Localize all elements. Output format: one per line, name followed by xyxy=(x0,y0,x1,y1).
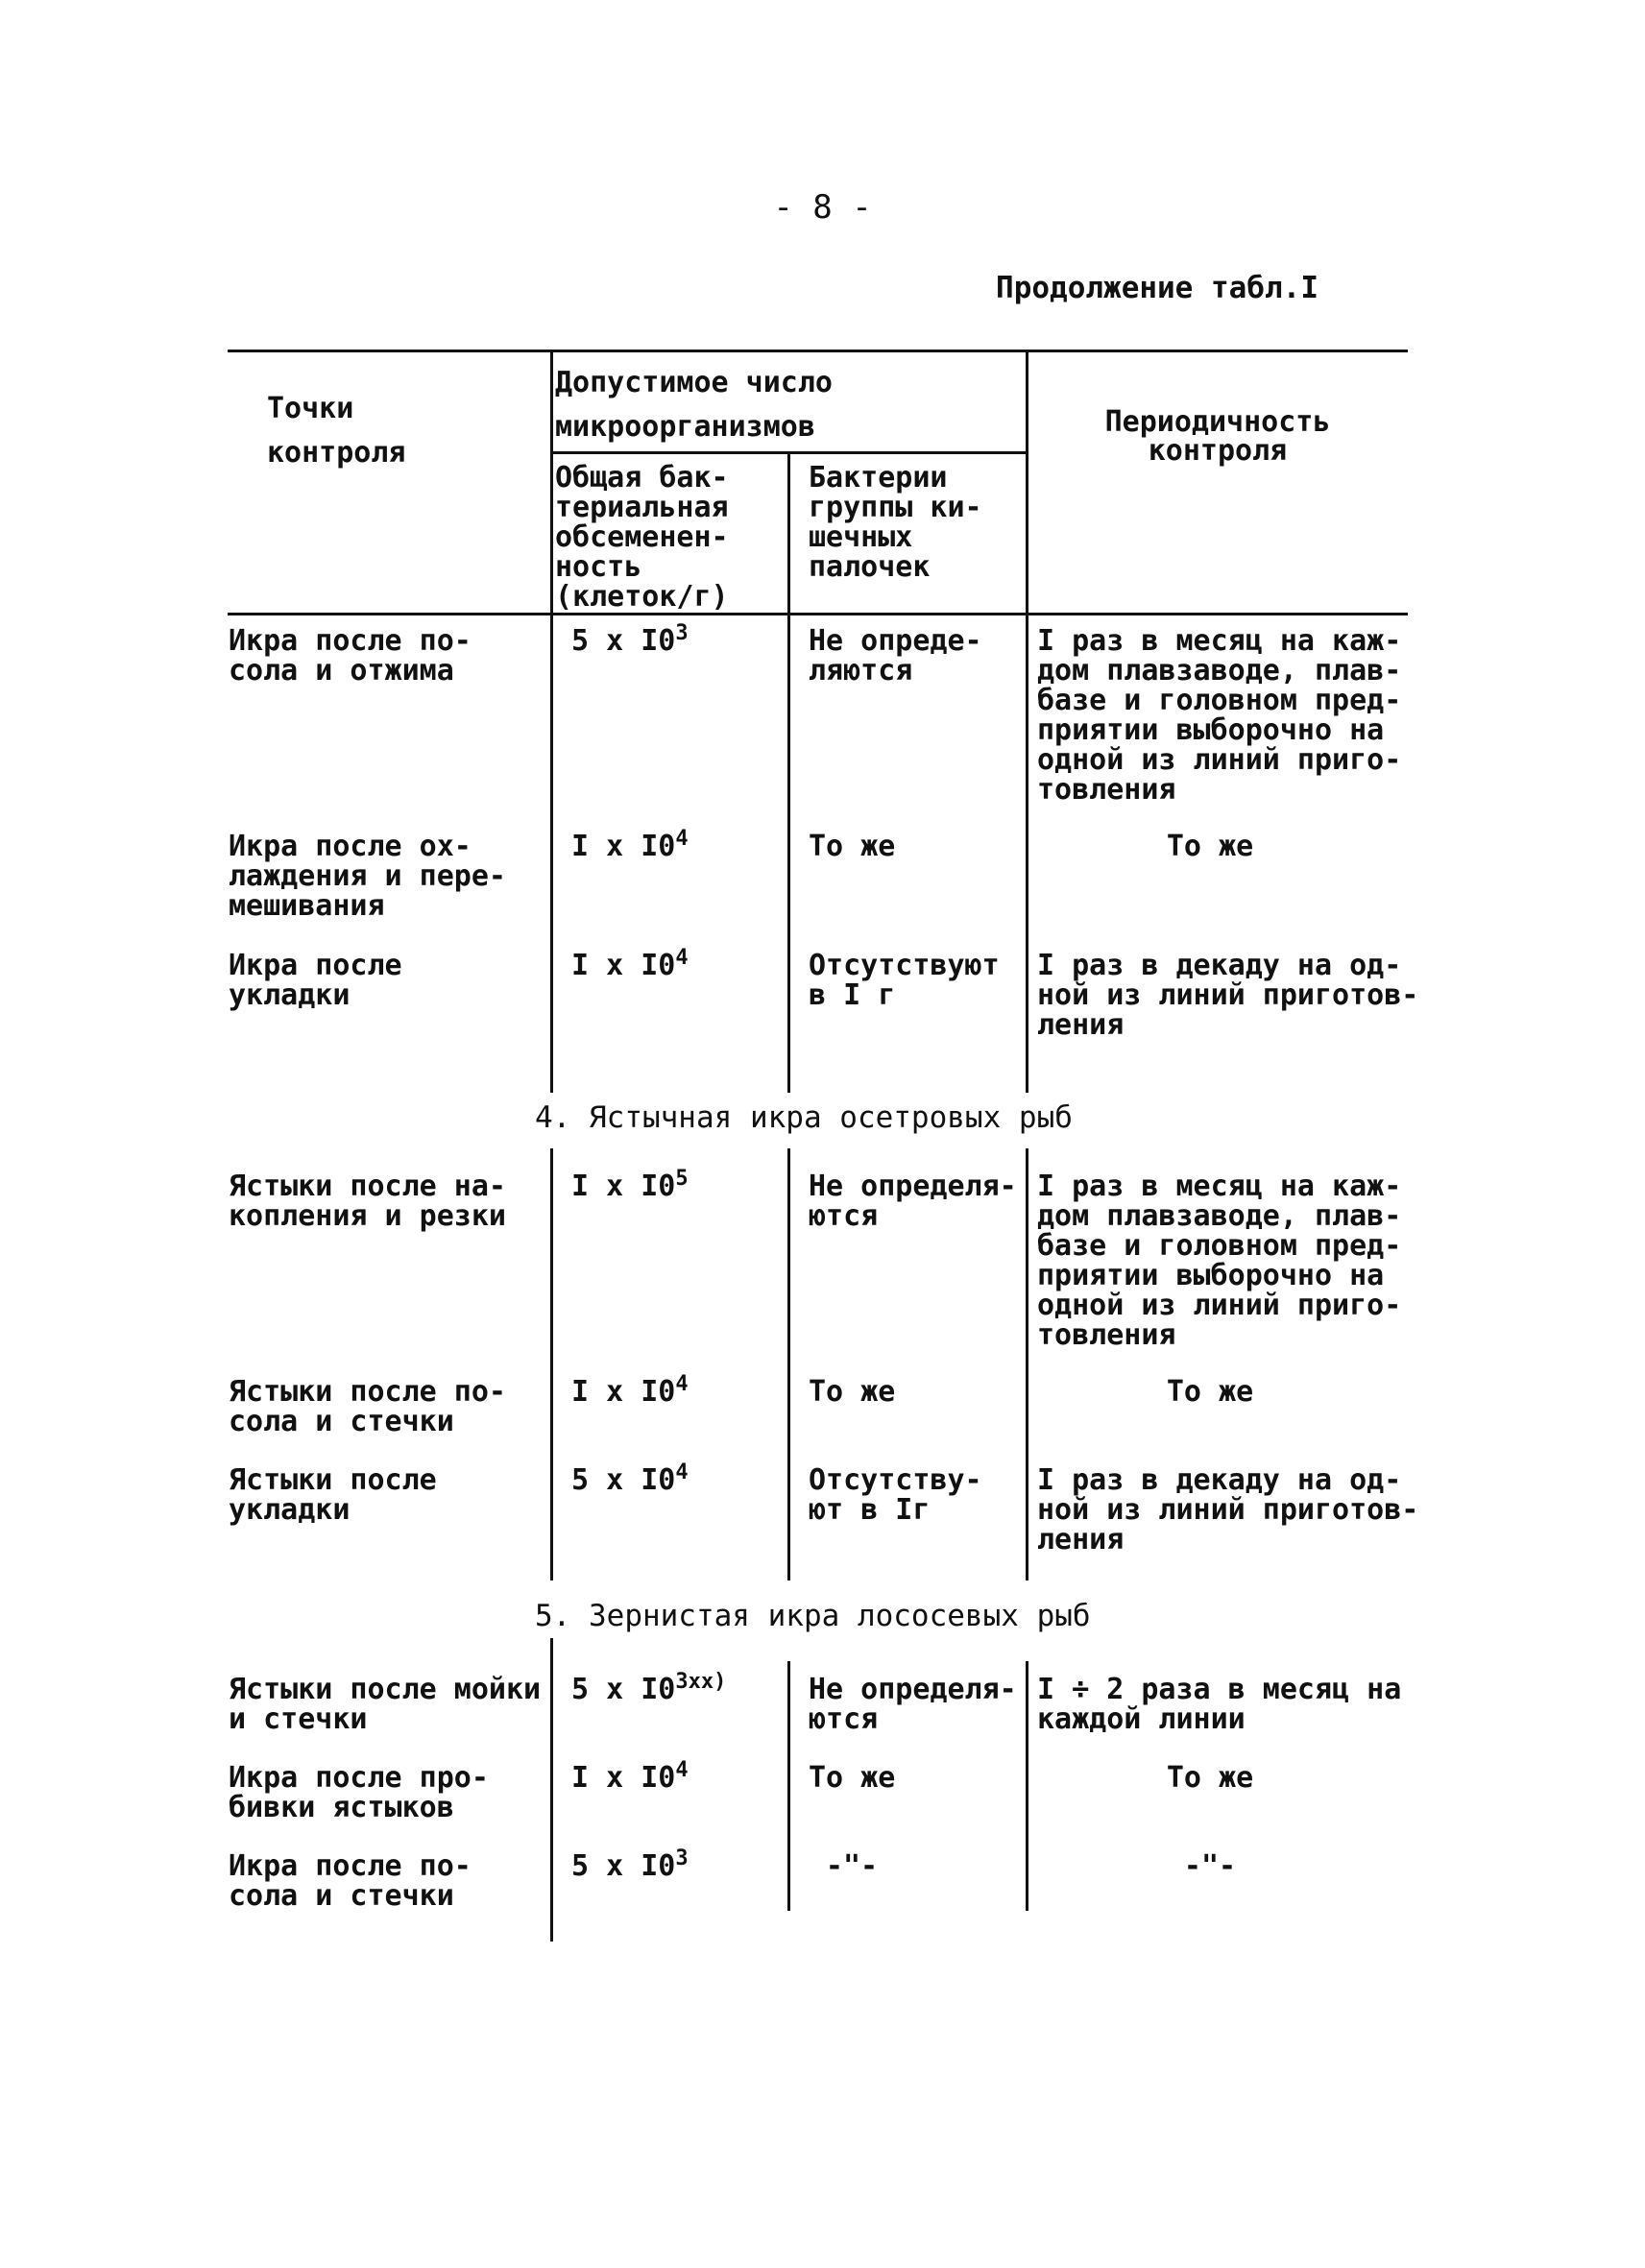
section-title: 5. Зернистая икра лососевых рыб xyxy=(535,1599,1091,1633)
header-allowed-number: Допустимое число микроорганизмов xyxy=(555,366,833,444)
body-divider-b2 xyxy=(787,1148,790,1580)
section-title: 4. Ястычная икра осетровых рыб xyxy=(535,1100,1073,1135)
table-cell-coliform: Отсутству- ют в Iг xyxy=(809,1463,982,1527)
body-divider-b3 xyxy=(787,1661,790,1911)
table-cell-point: Ястыки после укладки xyxy=(229,1463,437,1527)
table-continuation-label: Продолжение табл.I xyxy=(996,271,1318,305)
page-number: - 8 - xyxy=(773,188,872,227)
table-cell-total: 5 x $I0^{3xx)}$ xyxy=(571,1670,727,1706)
table-cell-point: Ястыки после по- сола и стечки xyxy=(229,1375,506,1438)
table-cell-coliform: -"- xyxy=(825,1849,879,1883)
body-divider-a1 xyxy=(550,613,553,1093)
table-top-rule xyxy=(228,350,1408,352)
table-cell-period: I раз в месяц на каж- дом плавзаводе, плав- базе и головном пред- приятии выборочно на одной из линий приго- товления xyxy=(1037,1170,1402,1352)
table-cell-total: I x $I0^4$ xyxy=(571,827,689,863)
table-cell-period: -"- xyxy=(1183,1849,1237,1883)
header-divider-2 xyxy=(787,451,790,613)
table-cell-coliform: Отсутствуют в I г xyxy=(809,949,1000,1012)
header-control-points: Точки контроля xyxy=(267,392,406,470)
table-cell-period: I раз в декаду на од- ной из линий приготов- ления xyxy=(1037,949,1419,1042)
body-divider-c2 xyxy=(1026,1148,1028,1580)
table-cell-total: I x $I0^4$ xyxy=(571,1758,689,1795)
table-cell-total: 5 x $I0^4$ xyxy=(571,1460,689,1497)
body-divider-c3 xyxy=(1026,1661,1028,1911)
table-cell-period: I раз в декаду на од- ной из линий приготов- ления xyxy=(1037,1463,1419,1556)
table-cell-total: I x $I0^4$ xyxy=(571,1372,689,1409)
body-divider-a2 xyxy=(550,1148,553,1580)
table-cell-point: Икра после укладки xyxy=(229,949,402,1012)
header-total-bacterial: Общая бак- териальная обсеменен- ность (клеток/г) xyxy=(555,461,729,614)
table-cell-period: То же xyxy=(1166,1375,1254,1409)
table-cell-coliform: Не определя- ются xyxy=(809,1170,1017,1233)
table-cell-period: То же xyxy=(1166,830,1254,863)
body-divider-b1 xyxy=(787,613,790,1093)
header-divider-3 xyxy=(1026,350,1028,613)
table-cell-total: I x $I0^5$ xyxy=(571,1167,689,1203)
table-cell-point: Икра после по- сола и отжима xyxy=(229,624,472,688)
table-cell-total: 5 x $I0^3$ xyxy=(571,1846,689,1883)
header-coliform: Бактерии группы ки- шечных палочек xyxy=(809,461,982,584)
header-divider-1 xyxy=(550,350,553,613)
table-cell-period: I раз в месяц на каж- дом плавзаводе, плав- базе и головном пред- приятии выборочно на одной из линий приго- товления xyxy=(1037,624,1402,807)
table-cell-point: Икра после про- бивки ястыков xyxy=(229,1761,489,1824)
table-cell-total: I x $I0^4$ xyxy=(571,946,689,982)
header-periodicity: Периодичность контроля xyxy=(1104,405,1331,468)
table-cell-coliform: То же xyxy=(809,830,896,863)
table-cell-period: I ÷ 2 раза в месяц на каждой линии xyxy=(1037,1673,1402,1736)
table-cell-point: Ястыки после мойки и стечки xyxy=(229,1673,542,1736)
table-cell-point: Икра после по- сола и стечки xyxy=(229,1849,472,1913)
body-divider-c1 xyxy=(1026,613,1028,1093)
table-cell-coliform: Не опреде- ляются xyxy=(809,624,982,688)
table-cell-coliform: Не определя- ются xyxy=(809,1673,1017,1736)
table-cell-period: То же xyxy=(1166,1761,1254,1795)
header-bottom-rule xyxy=(228,613,1408,615)
table-cell-point: Икра после ох- лаждения и пере- мешивания xyxy=(229,830,506,923)
table-cell-point: Ястыки после на- копления и резки xyxy=(229,1170,506,1233)
table-cell-coliform: То же xyxy=(809,1375,896,1409)
body-divider-a3 xyxy=(550,1638,553,1942)
table-cell-total: 5 x $I0^3$ xyxy=(571,621,689,658)
table-cell-coliform: То же xyxy=(809,1761,896,1795)
